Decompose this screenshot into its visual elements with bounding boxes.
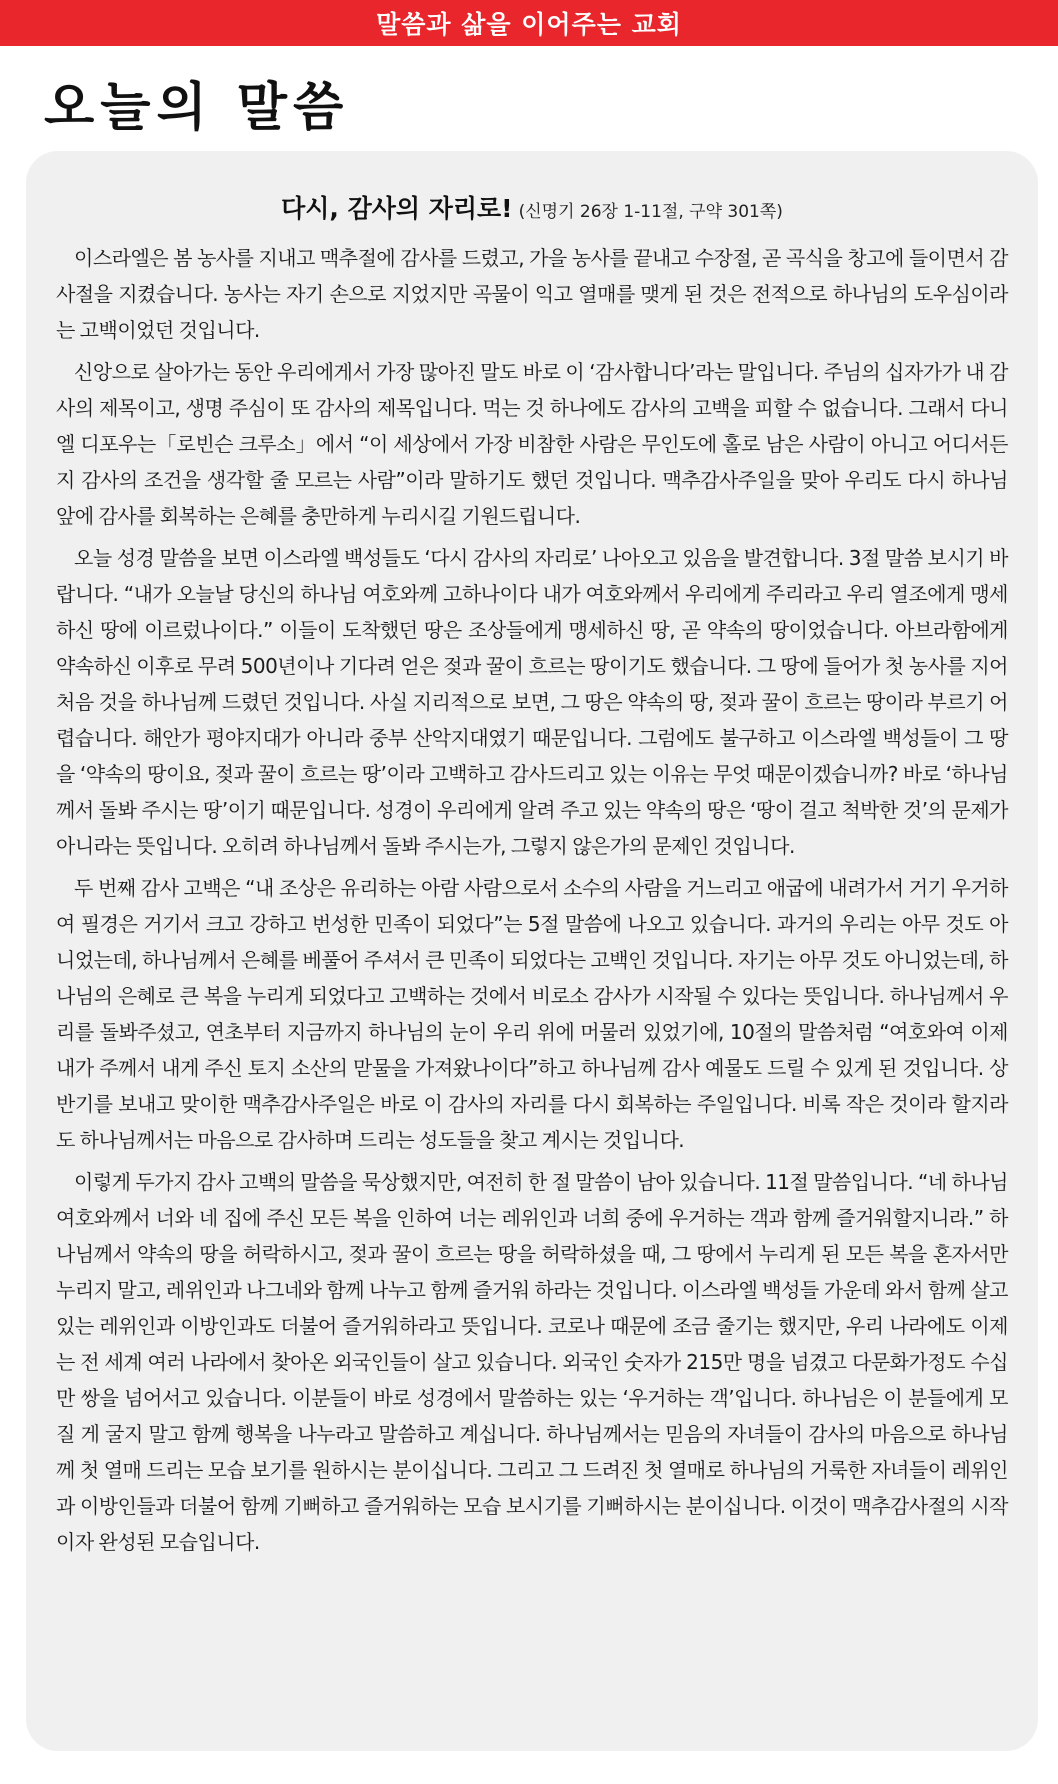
sermon-paragraph: 이스라엘은 봄 농사를 지내고 맥추절에 감사를 드렸고, 가을 농사를 끝내고 수장절, 곧 곡식을 창고에 들이면서 감사절을 지켰습니다. 농사는 자기 손으로 지었지만 곡물이 익고 열매를 맺게 된 것은 전적으로 하나님의 도우심이라는 고백이었던 것입니다. [56,245,1008,342]
banner-text: 말씀과 삶을 이어주는 교회 [376,10,682,39]
sermon-paragraph: 신앙으로 살아가는 동안 우리에게서 가장 많아진 말도 바로 이 ‘감사합니다’라는 말입니다. 주님의 십자가가 내 감사의 제목이고, 생명 주심이 또 감사의 제목입니다. 먹는 것 하나에도 감사의 고백을 피할 수 없습니다. 그래서 다니엘 디포우는「로빈슨 크루소」에서 “이 세상에서 가장 비참한 사람은 무인도에 홀로 남은 사람이 아니고 어디서든지 감사의 조건을 생각할 줄 모르는 사람”이라 말하기도 했던 것입니다. 맥추감사주일을 맞아 우리도 다시 하나님 앞에 감사를 회복하는 은혜를 충만하게 누리시길 기원드립니다. [56,359,1008,528]
sermon-paragraph: 두 번째 감사 고백은 “내 조상은 유리하는 아람 사람으로서 소수의 사람을 거느리고 애굽에 내려가서 거기 우거하여 필경은 거기서 크고 강하고 번성한 민족이 되었다”는 5절 말씀에 나오고 있습니다. 과거의 우리는 아무 것도 아니었는데, 하나님께서 은혜를 베풀어 주셔서 큰 민족이 되었다는 고백인 것입니다. 자기는 아무 것도 아니었는데, 하나님의 은혜로 큰 복을 누리게 되었다고 고백하는 것에서 비로소 감사가 시작될 수 있다는 뜻입니다. 하나님께서 우리를 돌봐주셨고, 연초부터 지금까지 하나님의 눈이 우리 위에 머물러 있었기에, 10절의 말씀처럼 “여호와여 이제 내가 주께서 내게 주신 토지 소산의 맏물을 가져왔나이다”하고 하나님께 감사 예물도 드릴 수 있게 된 것입니다. 상반기를 보내고 맞이한 맥추감사주일은 바로 이 감사의 자리를 다시 회복하는 주일입니다. 비록 작은 것이라 할지라도 하나님께서는 마음으로 감사하며 드리는 성도들을 찾고 계시는 것입니다. [56,875,1008,1152]
section-title: 오늘의 말씀 [44,78,350,138]
sermon-box [26,151,1038,1751]
scripture-reference: (신명기 26장 1-11절, 구약 301쪽) [518,202,783,222]
sermon-paragraph: 오늘 성경 말씀을 보면 이스라엘 백성들도 ‘다시 감사의 자리로’ 나아오고 있음을 발견합니다. 3절 말씀 보시기 바랍니다. “내가 오늘날 당신의 하나님 여호와께 고하나이다 내가 여호와께서 우리에게 주리라고 우리 열조에게 맹세하신 땅에 이르렀나이다.” 이들이 도착했던 땅은 조상들에게 맹세하신 땅, 곧 약속의 땅이었습니다. 아브라함에게 약속하신 이후로 무려 500년이나 기다려 얻은 젖과 꿀이 흐르는 땅이기도 했습니다. 그 땅에 들어가 첫 농사를 지어 처음 것을 하나님께 드렸던 것입니다. 사실 지리적으로 보면, 그 땅은 약속의 땅, 젖과 꿀이 흐르는 땅이라 부르기 어렵습니다. 해안가 평야지대가 아니라 중부 산악지대였기 때문입니다. 그럼에도 불구하고 이스라엘 백성들이 그 땅을 ‘약속의 땅이요, 젖과 꿀이 흐르는 땅’이라 고백하고 감사드리고 있는 이유는 무엇 때문이겠습니까? 바로 ‘하나님께서 돌봐 주시는 땅’이기 때문입니다. 성경이 우리에게 알려 주고 있는 약속의 땅은 ‘땅이 걸고 척박한 것’의 문제가 아니라는 뜻입니다. 오히려 하나님께서 돌봐 주시는가, 그렇지 않은가의 문제인 것입니다. [56,545,1008,858]
sermon-paragraph: 이렇게 두가지 감사 고백의 말씀을 묵상했지만, 여전히 한 절 말씀이 남아 있습니다. 11절 말씀입니다. “네 하나님 여호와께서 너와 네 집에 주신 모든 복을 인하여 너는 레위인과 너희 중에 우거하는 객과 함께 즐거워할지니라.” 하나님께서 약속의 땅을 허락하시고, 젖과 꿀이 흐르는 땅을 허락하셨을 때, 그 땅에서 누리게 된 모든 복을 혼자서만 누리지 말고, 레위인과 나그네와 함께 나누고 함께 즐거워 하라는 것입니다. 이스라엘 백성들 가운데 와서 함께 살고 있는 레위인과 이방인과도 더불어 즐거워하라고 뜻입니다. 코로나 때문에 조금 줄기는 했지만, 우리 나라에도 이제는 전 세계 여러 나라에서 찾아온 외국인들이 살고 있습니다. 외국인 숫자가 215만 명을 넘겼고 다문화가정도 수십만 쌍을 넘어서고 있습니다. 이분들이 바로 성경에서 말씀하는 있는 ‘우거하는 객’입니다. 하나님은 이 분들에게 모질 게 굴지 말고 함께 행복을 나누라고 말씀하고 계십니다. 하나님께서는 믿음의 자녀들이 감사의 마음으로 하나님께 첫 열매 드리는 모습 보기를 원하시는 분이십니다. 그리고 그 드려진 첫 열매로 하나님의 거룩한 자녀들이 레위인과 이방인들과 더불어 함께 기뻐하고 즐거워하는 모습 보시기를 기뻐하시는 분이십니다. 이것이 맥추감사절의 시작이자 완성된 모습입니다. [56,1169,1009,1554]
sermon-title: 다시, 감사의 자리로! [281,194,513,223]
sermon-heading [56,193,1008,226]
top-banner [0,0,1058,46]
